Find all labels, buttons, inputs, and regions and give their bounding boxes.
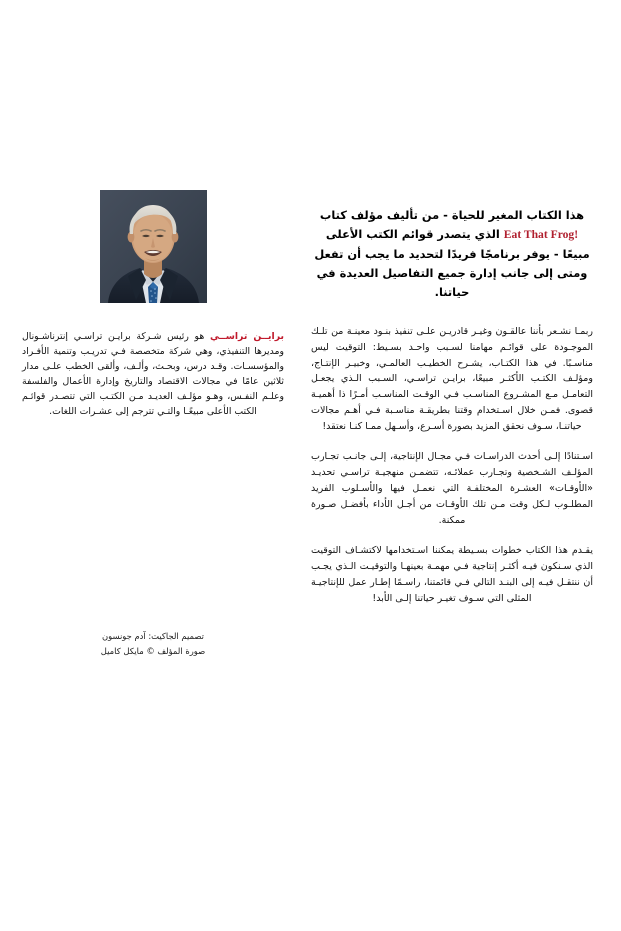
blurb-paragraph: يقـدم هذا الكتاب خطوات بسـيطة يمكننا اسـتخدامها لاكتشـاف التوقيت الذي سـنكون فيـه أكثـر إنتاجية فـي مهمـة بعينهـا والتوقيـت الـذي يجـب أن ننتقـل فيـه إلى البنـد التالي فـي قائمتنا، راسـمًا إطـار عمل للإنتاجيـة المثلى التي سـوف تغيـر حياتنا إلـى الأبد!	[311, 545, 593, 604]
credits-block	[22, 629, 284, 658]
blurb-paragraph: اسـتنادًا إلـى أحدث الدراسـات فـي مجـال الإنتاجية، إلـى جانـب تجـارب المؤلـف الشـخصية وتجـارب عملائـه، تتضمـن منهجيـة تراسـي تحديـد «الأوقـات» العشـرة المختلفـة التي نعمـل فيها والأسـلوب الفريد المطلـوب لـكل وقت مـن تلك الأوقـات من أجـل الأداء بأفضـل صـورة ممكنة.	[311, 451, 593, 526]
book-title-english: Eat That Frog!	[503, 228, 579, 242]
author-column	[22, 190, 284, 659]
author-bio	[22, 329, 284, 419]
author-bio-text: هو رئيس شـركة برايـن تراسـي إنترناشـونال ومديرها التنفيذي، وهي شركة متخصصة فـي تدريـب وتنمية الأفـراد والمؤسسـات. وقـد درس، وبحـث، وألـف، وألقى الخطب علـى مدار ثلاثين عامًا في مجالات الاقتصاد والتاريخ وإدارة الأعمال والفلسفة وعلـم النفـس، وهـو مؤلـف العديـد مـن الكتـب التي تتصـدر قوائـم الكتب الأعلى مبيعًـا والتـي تترجم إلى عشـرات اللغات.	[22, 331, 284, 418]
blurb-lead-after: الذي يتصدر قوائم الكتب الأعلى مبيعًا - يوفر برنامجًا فريدًا لتحديد ما يجب أن تفعل ومتى إلى جانب إدارة جميع التفاصيل العديدة في حياتنا.	[314, 227, 590, 299]
jacket-design-credit: تصميم الجاكيت: آدم جونسون	[102, 631, 204, 642]
blurb-lead	[311, 206, 593, 302]
blurb-paragraph: ربمـا نشـعر بأننا عالقـون وغيـر قادريـن علـى تنفيذ بنـود معينـة من تلـك الموجـودة على قوائـم مهامنا لسـبب واحـد بسـيط: التوقيت ليس مناسـبًا. في هذا الكتـاب، يشـرح الخطيـب العالمـي، وخبيـر الإنتـاج، ومؤلـف الكتـب الأكثـر مبيعًا، برايـن تراسـي، السـبب الـذي يجعـل التعامـل مـع المشـروع المناسـب فـي الوقـت المناسـب أمـرًا ذا أهميـة قصوى. فمـن خلال اسـتخدام وقتنا بطريقـة مناسـبة فـي أهـم مجالات حياتنـا، سـوف نحقق المزيد بصورة أسـرع، وأسـهل ممـا كنـا نعتقد!	[311, 326, 593, 432]
blurb-column	[311, 206, 593, 606]
author-name: برايــن تراســي	[209, 331, 284, 342]
blurb-lead-before: هذا الكتاب المغير للحياة - من تأليف مؤلف كتاب	[319, 208, 585, 222]
author-photo-credit: صورة المؤلف © مايكل كاميل	[100, 645, 206, 656]
author-photo	[100, 190, 207, 303]
